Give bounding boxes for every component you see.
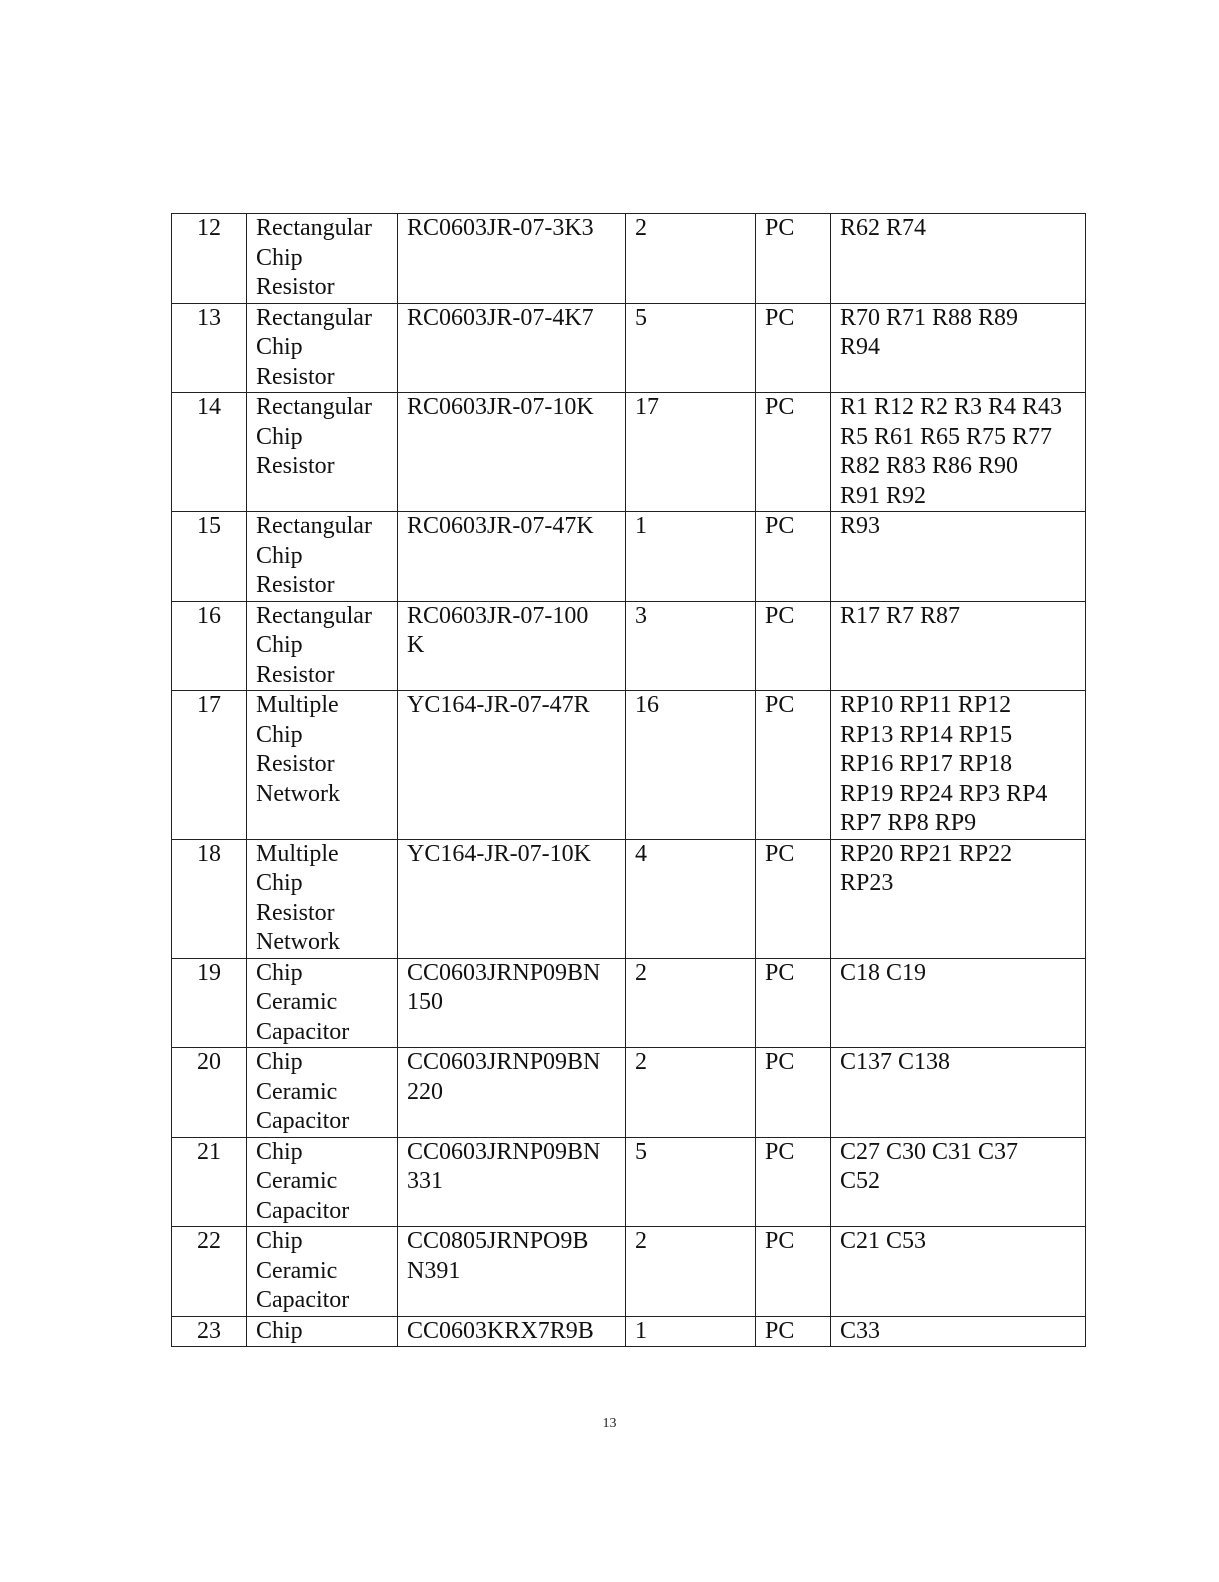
description-line: Multiple [256, 840, 339, 867]
description-line: Chip [256, 244, 303, 271]
part-number-cell [398, 601, 626, 691]
part-number-line: CC0603JRNP09BN [407, 1049, 601, 1075]
item-number-cell: 19 [172, 958, 247, 1048]
table-row [172, 214, 1086, 304]
unit-cell: PC [756, 691, 831, 840]
reference-designators-line: RP23 [840, 870, 894, 896]
reference-designators-line: R93 [840, 513, 881, 539]
quantity-cell: 3 [626, 601, 756, 691]
item-number-cell: 15 [172, 512, 247, 602]
unit-cell: PC [756, 303, 831, 393]
reference-designators-cell [831, 1316, 1086, 1347]
quantity-cell: 17 [626, 393, 756, 512]
table-row [172, 1048, 1086, 1138]
part-number-line: RC0603JR-07-10K [407, 394, 594, 420]
description-line: Chip [256, 632, 303, 658]
description-line: Rectangular [256, 304, 372, 331]
table-row [172, 691, 1086, 840]
table-row [172, 1227, 1086, 1317]
description-line: Resistor [256, 274, 335, 300]
part-number-cell [398, 691, 626, 840]
description-line: Chip [256, 334, 303, 360]
item-number-cell: 16 [172, 601, 247, 691]
part-number-line: 150 [407, 989, 443, 1015]
reference-designators-line: C18 C19 [840, 959, 927, 986]
unit-cell: PC [756, 1227, 831, 1317]
description-line: Ceramic [256, 1078, 338, 1105]
part-number-line: N391 [407, 1257, 461, 1284]
description-cell [247, 958, 398, 1048]
reference-designators-cell [831, 1048, 1086, 1138]
reference-designators-cell [831, 512, 1086, 602]
unit-cell: PC [756, 958, 831, 1048]
quantity-cell: 5 [626, 303, 756, 393]
item-number-cell: 23 [172, 1316, 247, 1347]
description-line: Rectangular [256, 513, 372, 539]
description-line: Chip [256, 423, 303, 450]
item-number-cell: 13 [172, 303, 247, 393]
description-line: Capacitor [256, 1018, 350, 1045]
reference-designators-line: RP7 RP8 RP9 [840, 810, 977, 836]
reference-designators-line: C27 C30 C31 C37 [840, 1138, 1019, 1165]
description-cell [247, 1048, 398, 1138]
reference-designators-cell [831, 1137, 1086, 1227]
description-line: Chip [256, 721, 303, 748]
item-number-cell: 18 [172, 839, 247, 958]
part-number-line: RC0603JR-07-4K7 [407, 304, 594, 331]
part-number-line: RC0603JR-07-47K [407, 513, 594, 539]
description-cell [247, 601, 398, 691]
reference-designators-line: RP20 RP21 RP22 [840, 840, 1013, 867]
description-line: Resistor [256, 751, 335, 777]
unit-cell: PC [756, 839, 831, 958]
table-row [172, 1316, 1086, 1347]
description-line: Chip [256, 959, 303, 986]
part-number-cell [398, 214, 626, 304]
part-number-line: CC0603JRNP09BN [407, 959, 601, 986]
reference-designators-cell [831, 214, 1086, 304]
reference-designators-line: C137 C138 [840, 1049, 951, 1075]
description-line: Chip [256, 870, 303, 896]
description-line: Network [256, 929, 340, 955]
description-cell [247, 691, 398, 840]
part-number-line: CC0603JRNP09BN [407, 1138, 601, 1165]
description-line: Resistor [256, 661, 335, 688]
description-line: Network [256, 780, 340, 807]
reference-designators-line: RP10 RP11 RP12 [840, 692, 1012, 718]
description-line: Chip [256, 1138, 303, 1165]
unit-cell: PC [756, 512, 831, 602]
reference-designators-line: C52 [840, 1168, 881, 1194]
reference-designators-line: R94 [840, 334, 881, 360]
item-number-cell: 22 [172, 1227, 247, 1317]
table-row [172, 839, 1086, 958]
part-number-line: 331 [407, 1168, 443, 1194]
part-number-cell [398, 1137, 626, 1227]
description-cell [247, 214, 398, 304]
reference-designators-line: R91 R92 [840, 482, 927, 509]
description-cell [247, 1137, 398, 1227]
table-row [172, 303, 1086, 393]
description-line: Resistor [256, 899, 335, 926]
reference-designators-line: R70 R71 R88 R89 [840, 304, 1019, 331]
table-row [172, 1137, 1086, 1227]
reference-designators-cell [831, 393, 1086, 512]
quantity-cell: 1 [626, 512, 756, 602]
description-cell [247, 303, 398, 393]
description-line: Chip [256, 1228, 303, 1254]
description-line: Chip [256, 1049, 303, 1075]
table-row [172, 512, 1086, 602]
description-line: Rectangular [256, 602, 372, 629]
part-number-cell [398, 393, 626, 512]
part-number-cell [398, 1227, 626, 1317]
item-number-cell: 14 [172, 393, 247, 512]
table-row [172, 958, 1086, 1048]
description-line: Capacitor [256, 1108, 350, 1134]
part-number-cell [398, 303, 626, 393]
reference-designators-line: C21 C53 [840, 1228, 927, 1254]
description-line: Ceramic [256, 989, 338, 1015]
reference-designators-line: R62 R74 [840, 215, 927, 241]
unit-cell: PC [756, 214, 831, 304]
description-line: Resistor [256, 572, 335, 598]
description-line: Capacitor [256, 1197, 350, 1224]
quantity-cell: 2 [626, 214, 756, 304]
part-number-line: K [407, 632, 425, 658]
part-number-line: CC0603KRX7R9B [407, 1317, 594, 1344]
item-number-cell: 21 [172, 1137, 247, 1227]
part-number-cell [398, 1048, 626, 1138]
table-row [172, 393, 1086, 512]
description-line: Ceramic [256, 1168, 338, 1194]
description-line: Chip [256, 1317, 303, 1344]
item-number-cell: 17 [172, 691, 247, 840]
quantity-cell: 16 [626, 691, 756, 840]
table-body [172, 214, 1086, 1347]
table-row [172, 601, 1086, 691]
page-number: 13 [602, 1416, 617, 1431]
item-number-cell: 12 [172, 214, 247, 304]
quantity-cell: 2 [626, 958, 756, 1048]
item-number-cell: 20 [172, 1048, 247, 1138]
description-line: Multiple [256, 692, 339, 718]
unit-cell: PC [756, 393, 831, 512]
unit-cell: PC [756, 1316, 831, 1347]
unit-cell: PC [756, 601, 831, 691]
reference-designators-line: R82 R83 R86 R90 [840, 453, 1019, 479]
reference-designators-cell [831, 691, 1086, 840]
description-line: Ceramic [256, 1257, 338, 1284]
reference-designators-cell [831, 303, 1086, 393]
description-cell [247, 1227, 398, 1317]
reference-designators-line: C33 [840, 1317, 881, 1344]
reference-designators-line: R5 R61 R65 R75 R77 [840, 423, 1053, 450]
unit-cell: PC [756, 1048, 831, 1138]
description-line: Rectangular [256, 215, 372, 241]
part-number-cell [398, 958, 626, 1048]
part-number-line: CC0805JRNPO9B [407, 1228, 589, 1254]
description-cell [247, 393, 398, 512]
quantity-cell: 2 [626, 1227, 756, 1317]
part-number-line: RC0603JR-07-100 [407, 602, 589, 629]
description-line: Capacitor [256, 1287, 350, 1313]
description-line: Resistor [256, 363, 335, 390]
unit-cell: PC [756, 1137, 831, 1227]
reference-designators-line: R1 R12 R2 R3 R4 R43 [840, 394, 1063, 420]
reference-designators-line: RP13 RP14 RP15 [840, 721, 1013, 748]
part-number-line: RC0603JR-07-3K3 [407, 215, 594, 241]
description-line: Resistor [256, 453, 335, 479]
quantity-cell: 1 [626, 1316, 756, 1347]
description-line: Chip [256, 542, 303, 569]
reference-designators-cell [831, 1227, 1086, 1317]
description-line: Rectangular [256, 394, 372, 420]
part-number-line: YC164-JR-07-10K [407, 840, 591, 867]
reference-designators-cell [831, 958, 1086, 1048]
reference-designators-cell [831, 839, 1086, 958]
part-number-line: YC164-JR-07-47R [407, 692, 590, 718]
part-number-line: 220 [407, 1078, 443, 1105]
description-cell [247, 1316, 398, 1347]
quantity-cell: 4 [626, 839, 756, 958]
part-number-cell [398, 512, 626, 602]
reference-designators-line: RP16 RP17 RP18 [840, 751, 1013, 777]
reference-designators-line: R17 R7 R87 [840, 602, 961, 629]
description-cell [247, 512, 398, 602]
quantity-cell: 5 [626, 1137, 756, 1227]
bill-of-materials-table [171, 213, 1086, 1347]
quantity-cell: 2 [626, 1048, 756, 1138]
part-number-cell [398, 1316, 626, 1347]
description-cell [247, 839, 398, 958]
part-number-cell [398, 839, 626, 958]
reference-designators-line: RP19 RP24 RP3 RP4 [840, 780, 1048, 807]
reference-designators-cell [831, 601, 1086, 691]
